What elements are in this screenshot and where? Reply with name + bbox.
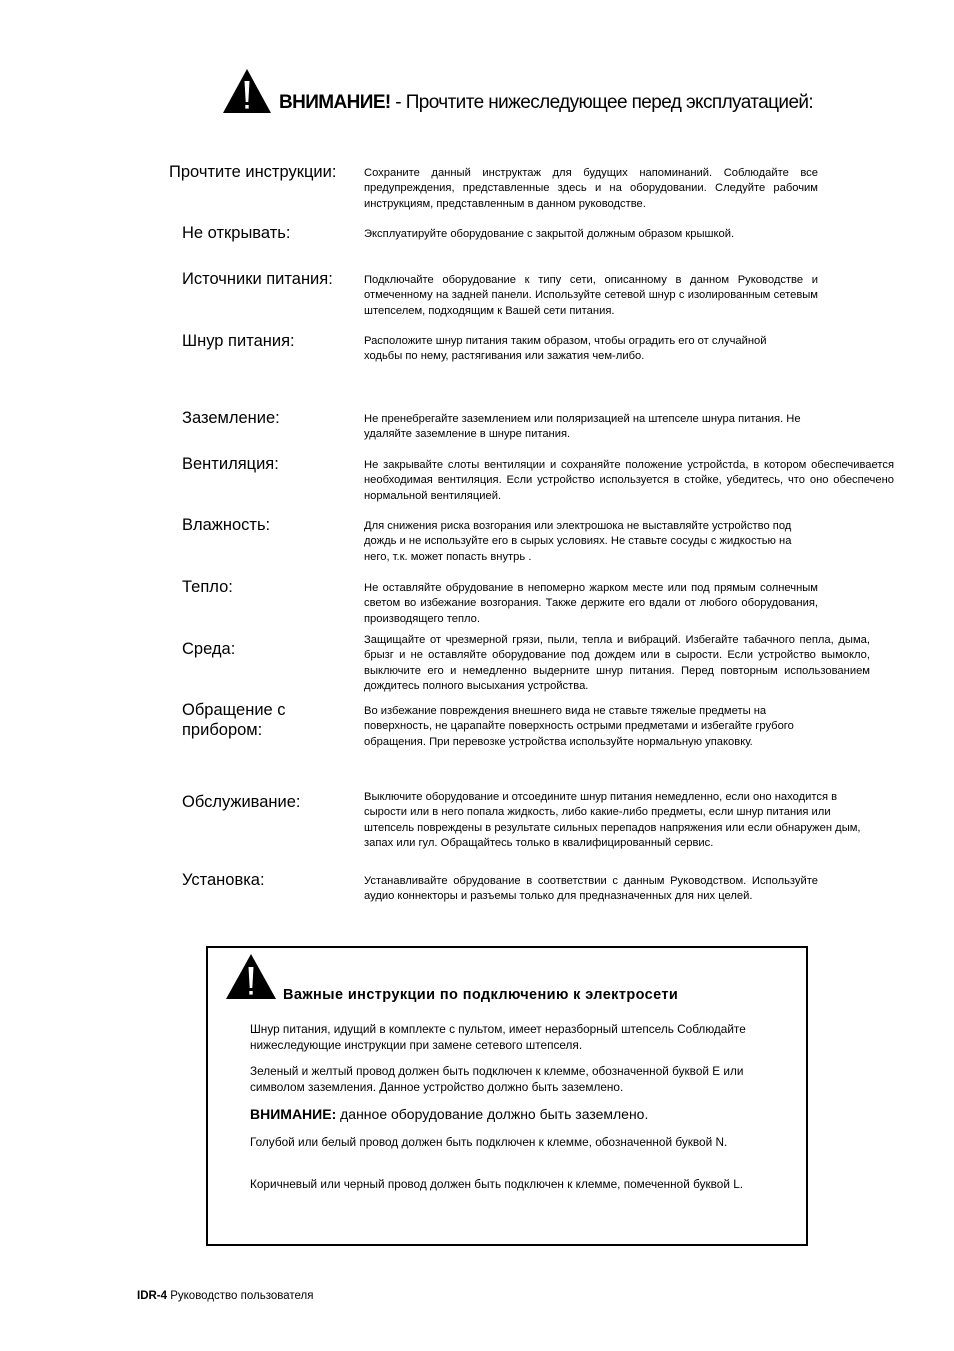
header-warning-text: - Прочтите нижеследующее перед эксплуатацией: (390, 92, 814, 113)
label-installation: Установка: (182, 871, 265, 889)
warning-triangle-icon (222, 68, 272, 114)
label-handling: Обращение с прибором: (182, 701, 286, 739)
text-ventilation: Не закрывайте слоты вентиляции и сохраняйте положение устройстdа, в котором обеспечивается необходимая вентиляция. Если устройство используется в стойке, убедитесь, что оно обеспечено нормальной вентиляцией. (364, 459, 894, 502)
label-power-sources: Источники питания: (182, 270, 333, 288)
box-title: Важные инструкции по подключению к электросети (283, 987, 679, 1003)
text-humidity: Для снижения риска возгорания или электрошока не выставляйте устройство под дождь и не используйте его в сырых условиях. Не ставьте сосуды с жидкостью на него, т.к. может попасть внутрь . (364, 520, 792, 563)
warning-triangle-icon (225, 953, 277, 1000)
label-ventilation: Вентиляция: (182, 455, 279, 473)
box-warning (250, 1106, 648, 1122)
label-humidity: Влажность: (182, 516, 271, 534)
footer-model: IDR-4 (137, 1290, 168, 1302)
label-grounding: Заземление: (182, 409, 280, 427)
text-power-sources: Подключайте оборудование к типу сети, описанному в данном Руководстве и отмеченному на задней панели. Используйте сетевой шнур с изолированным сетевым штепселем, подходящим к Вашей сети питания. (364, 274, 818, 317)
text-installation: Устанавливайте обрудование в соответствии с данным Руководством. Используйте аудио коннекторы и разъемы только для предназначенных для них целей. (364, 875, 818, 903)
text-handling: Во избежание повреждения внешнего вида не ставьте тяжелые предметы на поверхность, не царапайте поверхность острыми предметами и избегайте грубого обращения. При перевозке устройства используйте нормальную упаковку. (364, 705, 794, 748)
box-paragraph-1: Шнур питания, идущий в комплекте с пультом, имеет неразборный штепсель Соблюдайте нижеследующие инструкции при замене сетевого штепселя. (250, 1022, 746, 1053)
label-read-instructions: Прочтите инструкции: (169, 163, 337, 181)
footer-text: Руководство пользователя (167, 1290, 314, 1302)
text-grounding: Не пренебрегайте заземлением или поляризацией на штепселе шнура питания. Не удаляйте заземление в шнуре питания. (364, 413, 801, 441)
text-do-not-open: Эксплуатируйте оборудование с закрытой должным образом крышкой. (364, 228, 735, 240)
box-paragraph-2: Зеленый и желтый провод должен быть подключен к клемме, обозначенной буквой E или символом заземления. Данное устройство должно быть заземлено. (250, 1064, 744, 1095)
page-header (279, 92, 813, 114)
text-read-instructions: Сохраните данный инструктаж для будущих напоминаний. Соблюдайте все предупреждения, представленные здесь и на оборудовании. Следуйте рабочим инструкциям, представленным в данном руководстве. (364, 167, 818, 210)
header-warning-word: ВНИМАНИЕ! (279, 92, 391, 113)
text-environment: Защищайте от чрезмерной грязи, пыли, тепла и вибраций. Избегайте табачного пепла, дыма, брызг и не оставляйте оборудование под дождем или в сырости. Если устройство вымокло, выключите его и немедленно выдерните шнур питания. Перед повторным использованием дождитесь полного высыхания устройства. (364, 634, 870, 693)
text-service: Выключите оборудование и отсоедините шнур питания немедленно, если оно находится в сырости или в него попала жидкость, либо какие-либо предметы, если шнур питания или штепсель повреждены в результате сильных перепадов напряжения или если обнаружен дым, запах или гул. Обращайтесь только в квалифицированный сервис. (364, 791, 861, 850)
text-heat: Не оставляйте обрудование в непомерно жарком месте или под прямым солнечным светом во избежание возгорания. Также держите его вдали от любого оборудования, производящего тепло. (364, 582, 818, 625)
box-paragraph-4: Коричневый или черный провод должен быть подключен к клемме, помеченной буквой L. (250, 1177, 744, 1191)
box-warning-text: данное оборудование должно быть заземлено. (336, 1106, 649, 1122)
label-service: Обслуживание: (182, 793, 301, 811)
label-power-cord: Шнур питания: (182, 332, 295, 350)
text-power-cord: Расположите шнур питания таким образом, чтобы оградить его от случайной ходьбы по нему, растягивания или зажатия чем-либо. (364, 335, 767, 363)
label-do-not-open: Не открывать: (182, 224, 291, 242)
label-environment: Среда: (182, 640, 236, 658)
box-warning-word: ВНИМАНИЕ: (250, 1106, 337, 1122)
page-footer (137, 1290, 313, 1302)
label-heat: Тепло: (182, 578, 233, 596)
box-paragraph-3: Голубой или белый провод должен быть подключен к клемме, обозначенной буквой N. (250, 1135, 728, 1149)
